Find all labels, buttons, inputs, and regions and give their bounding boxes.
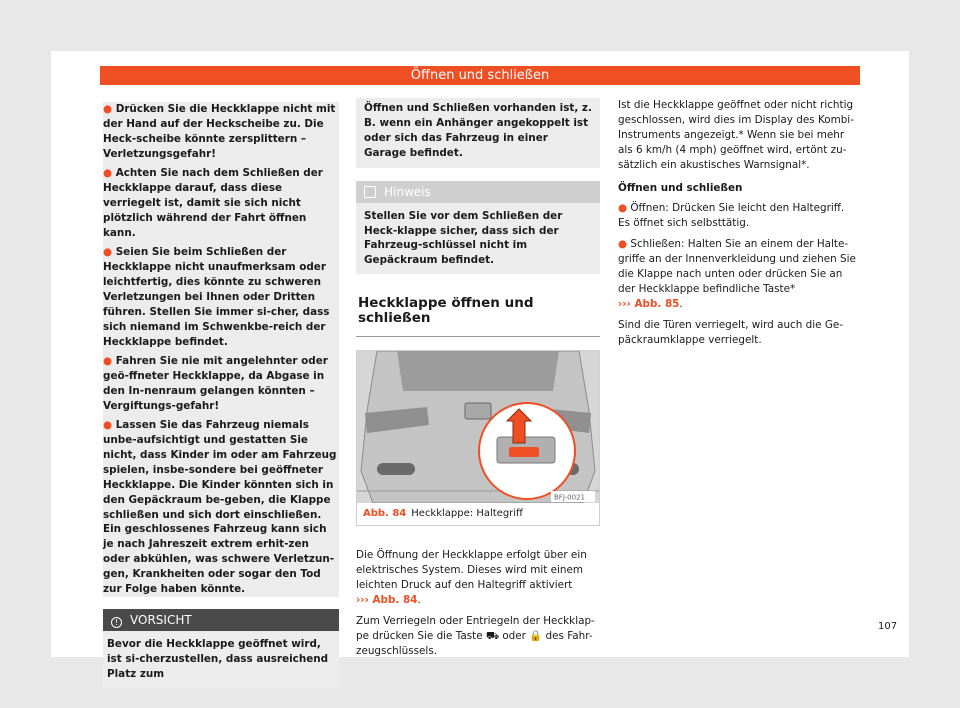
exclamation-icon: ! (111, 617, 122, 628)
warning-item: ● Seien Sie beim Schließen der Heckklappe nicht unaufmerksam oder leichtfertig, dies könnte zu schweren Verletzungen bei Ihnen oder Dritten führen. Stellen Sie immer si-cher, dass sich niemand im Schwenkbe-reich der Heckklappe befindet. (103, 246, 330, 348)
column-1 (103, 102, 339, 688)
warning-item: ● Achten Sie nach dem Schließen der Heckklappe darauf, dass diese verriegelt ist, damit sie sich nicht plötzlich während der Fahrt öffnen kann. (103, 167, 323, 239)
warning-item: ● Drücken Sie die Heckklappe nicht mit der Hand auf der Heckscheibe zu. Die Heck-scheibe könnte zersplittern – Verletzungsgefahr! (103, 103, 336, 160)
padlock-icon: 🔒 (529, 629, 543, 642)
figure-84 (356, 350, 600, 526)
page-header: Öffnen und schließen (100, 66, 860, 85)
bullet-icon: ● (103, 167, 116, 180)
bullet-icon: ● (618, 202, 631, 215)
bullet-icon: ● (103, 419, 116, 432)
note-header: Hinweis (356, 181, 600, 203)
bullet-icon: ● (103, 246, 116, 259)
warning-item: ● Lassen Sie das Fahrzeug niemals unbe-aufsichtigt und gestatten Sie nicht, dass Kinder im oder am Fahrzeug spielen, insbe-sondere bei geöffneter Heckklappe. Die Kinder könnten sich in den Gepäckraum be-geben, die Klappe schließen und sich dort einschließen. Ein geschlossenes Fahrzeug kann sich je nach Jahreszeit extrem erhit-zen oder abkühlen, was schwere Verletzun-gen, Krankheiten oder sogar den Tod zur Folge haben könnte. (103, 419, 337, 596)
warning-list (103, 102, 339, 597)
paragraph: Zum Verriegeln oder Entriegeln der Heckklap-pe drücken Sie die Taste ⛟ oder 🔒 des Fahr-zeugschlüssels. (356, 614, 595, 657)
paragraph: Die Öffnung der Heckklappe erfolgt über ein elektrisches System. Dieses wird mit einem leichten Druck auf den Haltegriff aktiviert ››› Abb. 84. (356, 549, 587, 606)
car-lock-icon: ⛟ (485, 629, 500, 642)
figure-number: Abb. 84 (363, 508, 407, 520)
caution-text: Bevor die Heckklappe geöffnet wird, ist si-cherzustellen, dass ausreichend Platz zum (103, 631, 339, 688)
note-icon (364, 186, 376, 198)
bullet-icon: ● (103, 355, 116, 367)
page-number: 107 (878, 621, 898, 632)
figure-reference-link[interactable]: ››› Abb. 85 (618, 297, 680, 310)
caution-header: ! VORSICHT (103, 609, 339, 631)
tailgate-illustration (357, 351, 599, 503)
paragraph: Sind die Türen verriegelt, wird auch die Ge-päckraumklappe verriegelt. (618, 318, 844, 346)
section-title: Heckklappe öffnen und schließen (358, 295, 534, 327)
bullet-icon: ● (618, 238, 631, 251)
figure-code: BFJ-0021 (554, 493, 585, 502)
paragraph: Ist die Heckklappe geöffnet oder nicht richtig geschlossen, wird dies im Display des Kombi-Instruments angezeigt.* Wenn sie bei mehr als 6 km/h (4 mph) geöffnet wird, ertönt zu-sätzlich ein akustisches Warnsignal*. (618, 99, 854, 171)
tailgate-handle-drawing (357, 351, 599, 503)
bullet-icon: ● (103, 103, 116, 115)
list-item: ● Öffnen: Drücken Sie leicht den Haltegriff. Es öffnet sich selbsttätig. (618, 202, 845, 230)
warning-item: ● Fahren Sie nie mit angelehnter oder geö-ffneter Heckklappe, da Abgase in den In-nenraum gelangen könnten – Vergiftungs-gefahr! (103, 355, 328, 412)
section-divider (356, 336, 600, 337)
figure-caption: Abb. 84 Heckklappe: Haltegriff (363, 508, 523, 520)
list-item: ● Schließen: Halten Sie an einem der Halte-griffe an der Innenverkleidung und ziehen Sie die Klappe nach unten oder drücken Sie an der Heckklappe befindliche Taste* ››› Abb. 85. (618, 238, 856, 310)
column-2 (356, 98, 600, 664)
column-3 (618, 98, 856, 354)
subsection-title: Öffnen und schließen (618, 181, 743, 194)
figure-reference-link[interactable]: ››› Abb. 84 (356, 593, 418, 606)
caution-text-continued: Öffnen und Schließen vorhanden ist, z. B. wenn ein Anhänger angekoppelt ist oder sich das Fahrzeug in einer Garage befindet. (356, 98, 600, 168)
note-text: Stellen Sie vor dem Schließen der Heck-klappe sicher, dass sich der Fahrzeug-schlüssel nicht im Gepäckraum befindet. (356, 203, 600, 275)
